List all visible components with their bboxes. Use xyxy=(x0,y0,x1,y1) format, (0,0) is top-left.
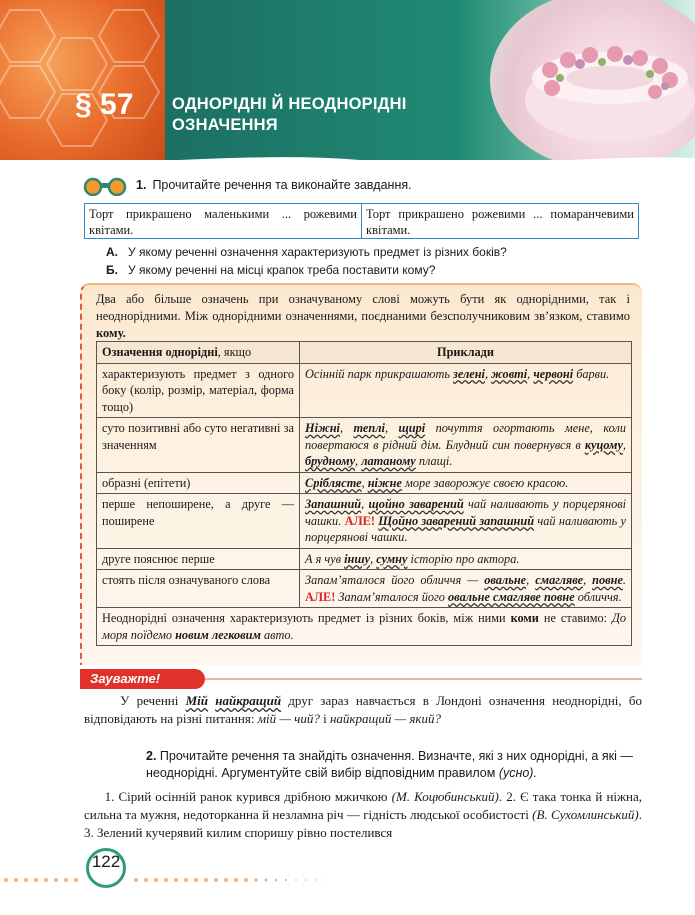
col-header-examples: Приклади xyxy=(300,342,632,364)
condition-cell: характеризують предмет з одного боку (колір, розмір, матеріал, форма тощо) xyxy=(97,363,300,418)
page-dots-decoration xyxy=(0,876,380,884)
note-divider xyxy=(205,678,642,680)
task1-number: 1. xyxy=(136,178,147,192)
task2-sentences: 1. Сірий осінній ранок курився дрібною мжичкою (М. Коцюбинський). 2. Є така тонка й ніжна, сильна та мужня, недоторканна й незламна річ — гідність людської особистості (В. Сухомлинський). 3. Зелений кучерявий килим споришу рівно постелився xyxy=(84,789,643,840)
task1-instruction xyxy=(136,178,412,192)
alert-label: АЛЕ! xyxy=(344,513,375,528)
title-line-1: ОДНОРІДНІ Й НЕОДНОРІДНІ xyxy=(172,95,407,113)
condition-cell: образні (епітети) xyxy=(97,472,300,494)
header-banner xyxy=(0,0,695,160)
table-header-row xyxy=(97,342,632,364)
rule-intro-bold: кому. xyxy=(96,326,126,340)
question-a xyxy=(106,245,507,259)
paragraph-number: § 57 xyxy=(75,88,134,121)
sentence-b: Торт прикрашено рожевими ... помаранчевими квітами. xyxy=(366,207,634,237)
table-row xyxy=(97,548,632,570)
condition-cell: суто позитивні або суто негативні за значенням xyxy=(97,418,300,473)
note-label: Зауважте! xyxy=(80,669,205,689)
table-row xyxy=(97,472,632,494)
question-text: У якому реченні означення характеризують предмет із різних боків? xyxy=(128,245,507,259)
task2-instruction xyxy=(146,748,642,782)
page-title xyxy=(172,94,406,136)
example-cell: Ніжні, теплі, щирі почуття огортають мене, коли повертаюся в рідний дім. Блудний син повернувся в куцому, брудному, латаному плащі. xyxy=(300,418,632,473)
condition-cell: перше непоширене, а друге — поширене xyxy=(97,494,300,549)
example-cell: Осінній парк прикрашають зелені, жовті, червоні барви. xyxy=(300,363,632,418)
condition-cell: стоять після означуваного слова xyxy=(97,570,300,608)
question-text: У якому реченні на місці крапок треба поставити кому? xyxy=(128,263,436,277)
example-cell: Сріблясте, ніжне море заворожує своєю красою. xyxy=(300,472,632,494)
hexagon-pattern xyxy=(0,0,165,160)
table-footer-row xyxy=(97,608,632,646)
rule-footer-cell: Неоднорідні означення характеризують предмет із різних боків, між ними коми не ставимо: До моря поїдемо новим легковим авто. xyxy=(97,608,632,646)
title-line-2: ОЗНАЧЕННЯ xyxy=(172,116,278,134)
task2-text: Прочитайте речення та знайдіть означення. Визначте, які з них однорідні, а які — неоднорідні. Аргументуйте свій вибір відповідним правилом xyxy=(146,749,633,780)
table-row xyxy=(97,570,632,608)
rule-intro xyxy=(96,291,630,342)
table-row xyxy=(97,418,632,473)
sentence-pair-table xyxy=(84,203,639,239)
task2-text-italic: (усно). xyxy=(498,766,537,780)
example-cell: Запам’яталося його обличчя — овальне, смагляве, повне. АЛЕ! Запам’яталося його овальне смагляве повне обличчя. xyxy=(300,570,632,608)
page-number: 122 xyxy=(91,852,121,871)
example-cell: Запашний, щойно заварений чай наливають у порцерянові чашки. АЛЕ! Щойно заварений запашний чай наливають у порцерянові чашки. xyxy=(300,494,632,549)
col-header-condition: Означення однорідні, якщо xyxy=(97,342,300,364)
task1-text: Прочитайте речення та виконайте завдання. xyxy=(152,178,412,192)
rules-table xyxy=(96,341,632,646)
question-letter: Б. xyxy=(106,263,118,277)
header-wave-divider xyxy=(0,150,695,170)
cake-photo xyxy=(490,0,695,160)
binoculars-icon xyxy=(83,176,129,196)
sentence-a: Торт прикрашено маленькими ... рожевими квітами. xyxy=(85,204,362,238)
condition-cell: друге пояснює перше xyxy=(97,548,300,570)
note-text: У реченні Мій найкращий друг зараз навчається в Лондоні означення неоднорідні, бо відповідають на різні питання: мій — чий? і найкращий — який? xyxy=(84,693,643,726)
question-b xyxy=(106,263,435,277)
table-row xyxy=(97,363,632,418)
table-row xyxy=(97,494,632,549)
alert-label: АЛЕ! xyxy=(305,589,336,604)
rule-intro-text: Два або більше означень при означуваному слові можуть бути як однорідними, так і неоднорідними. Між однорідними означеннями, поєднаними безсполучниковим зв’язком, ставимо xyxy=(96,292,630,323)
example-cell: А я чув іншу, сумну історію про актора. xyxy=(300,548,632,570)
question-letter: А. xyxy=(106,245,118,259)
task2-number: 2. xyxy=(146,749,157,763)
